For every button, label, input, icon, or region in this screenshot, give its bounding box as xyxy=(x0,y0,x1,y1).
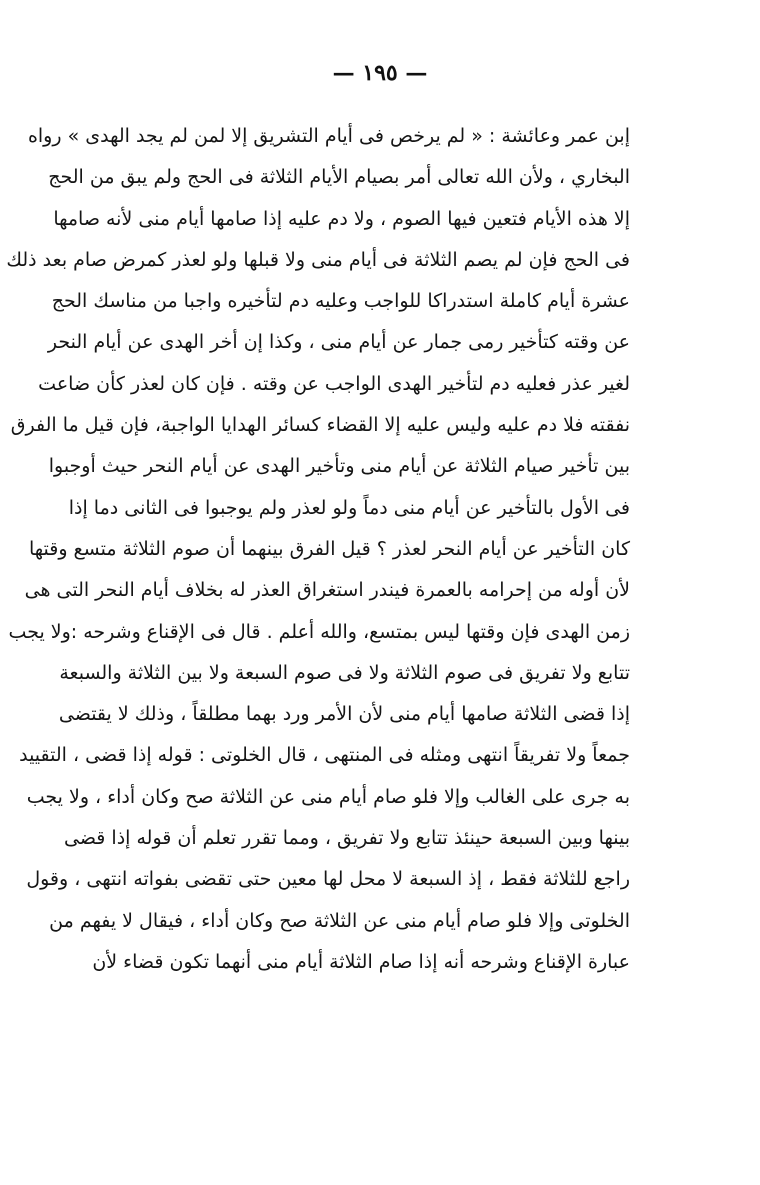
text-line: نفقته فلا دم عليه وليس عليه إلا القضاء كسائر الهدايا الواجبة، فإن قيل ما الفرق xyxy=(10,414,630,437)
text-line: تتابع ولا تفريق فى صوم الثلاثة ولا فى صوم السبعة ولا بين الثلاثة والسبعة xyxy=(59,661,630,684)
text-line: زمن الهدى فإن وقتها ليس بمتسع، والله أعلم . قال فى الإقناع وشرحه :ولا يجب xyxy=(8,620,630,643)
text-line: إلا هذه الأيام فتعين فيها الصوم ، ولا دم عليه إذا صامها أيام منى لأنه صامها xyxy=(53,207,630,230)
text-line: به جرى على الغالب وإلا فلو صام أيام منى عن الثلاثة صح وكان أداء ، ولا يجب xyxy=(26,785,630,808)
text-line: فى الأول بالتأخير عن أيام منى دماً ولو لعذر ولم يوجبوا فى الثانى دما إذا xyxy=(68,496,630,519)
text-line: الخلوتى وإلا فلو صام أيام منى عن الثلاثة صح وكان أداء ، فيقال لا يفهم من xyxy=(49,909,630,932)
text-line: عن وقته كتأخير رمى جمار عن أيام منى ، وكذا إن أخر الهدى عن أيام النحر xyxy=(47,331,630,354)
text-line: إبن عمر وعائشة : « لم يرخص فى أيام التشريق إلا لمن لم يجد الهدى » رواه xyxy=(27,125,630,147)
text-line: البخاري ، ولأن الله تعالى أمر بصيام الأيام الثلاثة فى الحج ولم يبق من الحج xyxy=(48,166,630,189)
text-line: لغير عذر فعليه دم لتأخير الهدى الواجب عن وقته . فإن كان لعذر كأن ضاعت xyxy=(38,372,630,395)
text-line: إذا قضى الثلاثة صامها أيام منى لأن الأمر ورد بهما مطلقاً ، وذلك لا يقتضى xyxy=(58,703,630,726)
text-line: عشرة أيام كاملة استدراكا للواجب وعليه دم لتأخيره واجبا من مناسك الحج xyxy=(51,290,630,313)
text-line: لأن أوله من إحرامه بالعمرة فيندر استغراق العذر له بخلاف أيام النحر التى هى xyxy=(24,579,630,602)
text-line: بين تأخير صيام الثلاثة عن أيام منى وتأخير الهدى عن أيام النحر حيث أوجبوا xyxy=(48,455,630,478)
text-line: جمعاً ولا تفريقاً انتهى ومثله فى المنتهى ، قال الخلوتى : قوله إذا قضى ، التقييد xyxy=(19,744,630,767)
text-line: كان التأخير عن أيام النحر لعذر ؟ قيل الفرق بينهما أن صوم الثلاثة متسع وقتها xyxy=(28,537,630,560)
text-line: عبارة الإقناع وشرحه أنه إذا صام الثلاثة أيام منى أنهما تكون قضاء لأن xyxy=(92,950,630,973)
text-line: فى الحج فإن لم يصم الثلاثة فى أيام منى ولا قبلها ولو لعذر كمرض صام بعد ذلك xyxy=(6,248,630,271)
body-text xyxy=(6,116,630,983)
text-line: بينها وبين السبعة حينئذ تتابع ولا تفريق ، ومما تقرر تعلم أن قوله إذا قضى xyxy=(63,827,630,850)
text-line: راجع للثلاثة فقط ، إذ السبعة لا محل لها معين حتى تقضى بفواته انتهى ، وقول xyxy=(26,868,630,891)
page-number: — ١٩٥ — xyxy=(332,60,428,86)
